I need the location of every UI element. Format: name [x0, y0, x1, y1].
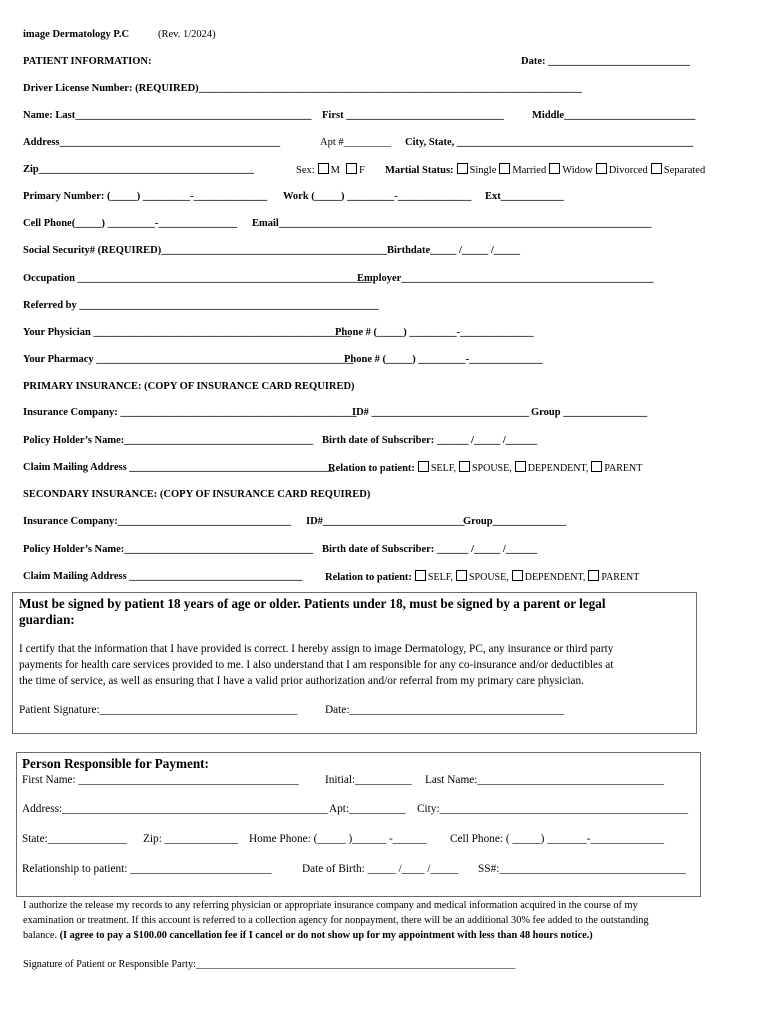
- authorization-line1: I authorize the release my records to any referring physician or appropriate insurance company and medical information acquired in the course of my: [23, 900, 638, 911]
- resp-relationship-field[interactable]: Relationship to patient: _________________________: [22, 863, 272, 875]
- responsible-heading: Person Responsible for Payment:: [22, 756, 209, 771]
- ssn-field[interactable]: Social Security# (REQUIRED)___________________________________________: [23, 245, 387, 256]
- apt-field[interactable]: Apt #_________: [320, 137, 391, 148]
- city-state-field[interactable]: City, State, _____________________________________________: [405, 137, 694, 148]
- secondary-group-field[interactable]: Group______________: [463, 516, 567, 527]
- pharmacy-field[interactable]: Your Pharmacy _________________________________________________: [23, 354, 354, 365]
- divorced-checkbox[interactable]: [596, 163, 607, 174]
- consent-body-line3: the time of service, as well as ensuring that I have a valid prior authorization and/or referral from my primary care physician.: [19, 675, 584, 687]
- resp-ss-field[interactable]: SS#:_________________________________: [478, 863, 686, 875]
- primary-parent-label: PARENT: [604, 463, 643, 474]
- resp-state-field[interactable]: State:______________: [22, 833, 127, 845]
- authorization-line3: [23, 928, 593, 944]
- revision-label: (Rev. 1/2024): [158, 29, 216, 40]
- address-field[interactable]: Address__________________________________________: [23, 137, 281, 148]
- secondary-self-label: SELF,: [427, 572, 453, 583]
- consent-body-line1: I certify that the information that I have provided is correct. I hereby assign to image Dermatology, PC, any insurance or third party: [19, 643, 614, 655]
- secondary-subscriber-birthdate-field[interactable]: Birth date of Subscriber: ______ /_____ /______: [322, 544, 538, 555]
- primary-group-field[interactable]: Group ________________: [531, 407, 648, 418]
- resp-zip-field[interactable]: Zip: _____________: [143, 833, 239, 845]
- secondary-spouse-checkbox[interactable]: [456, 570, 467, 581]
- married-checkbox[interactable]: [499, 163, 510, 174]
- responsible-box: [16, 752, 701, 897]
- email-field[interactable]: Email_______________________________________________________________________: [252, 218, 652, 229]
- divorced-label: Divorced: [608, 165, 648, 176]
- org-name: image Dermatology P.C: [23, 29, 130, 40]
- sex-f-checkbox[interactable]: [346, 163, 357, 174]
- patient-signature-field[interactable]: Patient Signature:___________________________________: [19, 704, 298, 716]
- secondary-dependent-label: DEPENDENT,: [524, 572, 586, 583]
- driver-license-field[interactable]: Driver License Number: (REQUIRED)_________________________________________________________________________: [23, 83, 582, 94]
- resp-initial-field[interactable]: Initial:__________: [325, 774, 412, 786]
- resp-apt-field[interactable]: Apt:__________: [329, 803, 406, 815]
- pharmacy-phone-field[interactable]: Phone # (_____) _________-______________: [344, 354, 543, 365]
- separated-checkbox[interactable]: [651, 163, 662, 174]
- resp-cell-phone-field[interactable]: Cell Phone: ( _____) _______-_____________: [450, 833, 665, 845]
- secondary-self-checkbox[interactable]: [415, 570, 426, 581]
- primary-policy-holder-field[interactable]: Policy Holder’s Name:____________________________________: [23, 435, 314, 446]
- secondary-insurance-title: SECONDARY INSURANCE: (COPY OF INSURANCE CARD REQUIRED): [23, 489, 371, 500]
- primary-number-field[interactable]: Primary Number: (_____) _________-______________: [23, 191, 268, 202]
- physician-field[interactable]: Your Physician _________________________________________________: [23, 327, 351, 338]
- ext-field[interactable]: Ext____________: [485, 191, 564, 202]
- employer-field[interactable]: Employer________________________________________________: [357, 273, 654, 284]
- sex-m-checkbox[interactable]: [318, 163, 329, 174]
- occupation-field[interactable]: Occupation ________________________________________________________: [23, 273, 372, 284]
- secondary-relation-label: Relation to patient:: [325, 572, 412, 583]
- middle-name-field[interactable]: Middle_________________________: [532, 110, 696, 121]
- secondary-id-field[interactable]: ID#___________________________: [306, 516, 465, 527]
- resp-dob-field[interactable]: Date of Birth: _____ /____ /_____: [302, 863, 459, 875]
- consent-box: [12, 592, 697, 734]
- primary-insurance-title: PRIMARY INSURANCE: (COPY OF INSURANCE CARD REQUIRED): [23, 381, 355, 392]
- work-phone-field[interactable]: Work (_____) _________-______________: [283, 191, 472, 202]
- responsible-party-signature-field[interactable]: Signature of Patient or Responsible Party:______________________________________________________________: [23, 959, 516, 970]
- first-name-field[interactable]: First ______________________________: [322, 110, 504, 121]
- primary-dependent-label: DEPENDENT,: [527, 463, 589, 474]
- authorization-line2: examination or treatment. If this account is referred to a collection agency for nonpayment, there will be an additional 30% fee added to the outstanding: [23, 915, 649, 926]
- resp-first-name-field[interactable]: First Name: _______________________________________: [22, 774, 299, 786]
- last-name-field[interactable]: Name: Last_____________________________________________: [23, 110, 312, 121]
- primary-claim-address-field[interactable]: Claim Mailing Address _______________________________________: [23, 462, 335, 473]
- primary-id-field[interactable]: ID# ______________________________: [352, 407, 530, 418]
- secondary-relation-group: [325, 570, 639, 584]
- married-label: Married: [512, 165, 547, 176]
- sex-label: Sex:: [296, 165, 315, 176]
- consent-heading-line2: guardian:: [19, 612, 75, 627]
- widow-label: Widow: [562, 165, 593, 176]
- marital-label: Martial Status:: [385, 165, 454, 176]
- widow-checkbox[interactable]: [549, 163, 560, 174]
- resp-home-phone-field[interactable]: Home Phone: (_____ )______ -______: [249, 833, 427, 845]
- secondary-parent-label: PARENT: [601, 572, 640, 583]
- marital-status-group: [385, 163, 705, 177]
- secondary-dependent-checkbox[interactable]: [512, 570, 523, 581]
- primary-relation-group: [328, 461, 642, 475]
- cancellation-fee-notice: (I agree to pay a $100.00 cancellation fee if I cancel or do not show up for my appointment with less than 48 hours notice.): [59, 930, 593, 941]
- authorization-line3-start: balance.: [23, 930, 58, 941]
- primary-spouse-label: SPOUSE,: [471, 463, 512, 474]
- secondary-insurance-company-field[interactable]: Insurance Company:_________________________________: [23, 516, 292, 527]
- secondary-policy-holder-field[interactable]: Policy Holder’s Name:____________________________________: [23, 544, 314, 555]
- sex-group: [296, 163, 365, 177]
- birthdate-field[interactable]: Birthdate_____ /_____ /_____: [387, 245, 520, 256]
- separated-label: Separated: [663, 165, 706, 176]
- single-label: Single: [469, 165, 497, 176]
- resp-address-field[interactable]: Address:_______________________________________________: [22, 803, 328, 815]
- referred-by-field[interactable]: Referred by _________________________________________________________: [23, 300, 379, 311]
- primary-subscriber-birthdate-field[interactable]: Birth date of Subscriber: ______ /_____ /______: [322, 435, 538, 446]
- secondary-parent-checkbox[interactable]: [588, 570, 599, 581]
- resp-city-field[interactable]: City:____________________________________________: [417, 803, 689, 815]
- primary-spouse-checkbox[interactable]: [459, 461, 470, 472]
- date-field[interactable]: Date: ___________________________: [521, 56, 690, 67]
- primary-dependent-checkbox[interactable]: [515, 461, 526, 472]
- resp-last-name-field[interactable]: Last Name:_________________________________: [425, 774, 664, 786]
- signature-date-field[interactable]: Date:______________________________________: [325, 704, 565, 716]
- secondary-claim-address-field[interactable]: Claim Mailing Address _________________________________: [23, 571, 303, 582]
- primary-self-label: SELF,: [430, 463, 456, 474]
- sex-f-label: F: [359, 165, 365, 176]
- sex-m-label: M: [330, 165, 341, 176]
- consent-body-line2: payments for health care services provided to me. I also understand that I am responsible for any co-insurance and/or deductibles at: [19, 659, 614, 671]
- secondary-spouse-label: SPOUSE,: [468, 572, 509, 583]
- single-checkbox[interactable]: [457, 163, 468, 174]
- primary-self-checkbox[interactable]: [418, 461, 429, 472]
- primary-parent-checkbox[interactable]: [591, 461, 602, 472]
- consent-heading-line1: Must be signed by patient 18 years of age or older. Patients under 18, must be signed by a parent or legal: [19, 596, 606, 611]
- primary-relation-label: Relation to patient:: [328, 463, 415, 474]
- patient-info-title: PATIENT INFORMATION:: [23, 56, 152, 67]
- zip-field[interactable]: Zip_________________________________________: [23, 164, 255, 175]
- physician-phone-field[interactable]: Phone # (_____) _________-______________: [335, 327, 534, 338]
- primary-insurance-company-field[interactable]: Insurance Company: _____________________________________________: [23, 407, 357, 418]
- cell-phone-field[interactable]: Cell Phone(_____) _________-_______________: [23, 218, 238, 229]
